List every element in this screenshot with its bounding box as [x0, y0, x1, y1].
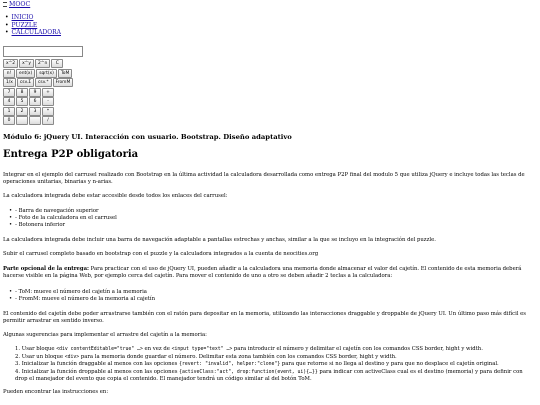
- drag-paragraph: El contenido del cajetín debe poder arrastrarse también con el ratón para depositar en la memoria, utilizando las interacciones draggable y droppable de jQuery UI. Un último paso más difícil es permitir arrastrar en sentido inverso.: [3, 311, 527, 324]
- digit-3-button[interactable]: 3: [29, 107, 41, 116]
- digit-5-button[interactable]: 5: [16, 97, 28, 106]
- clear-button[interactable]: C: [51, 59, 63, 68]
- digit-4-button[interactable]: 4: [3, 97, 15, 106]
- blank-button-2[interactable]: [29, 116, 41, 125]
- list-item: • - Barra de navegación superior: [15, 208, 117, 215]
- suggestions-list: [15, 346, 535, 383]
- step-number: 2.: [15, 353, 21, 360]
- upload-instructions: Subir el carrusel completo basado en bootstrap con el puzzle y la calculadora integrados a la cuenta de neocities.org: [3, 251, 319, 257]
- step-code: {activeClass:"act", drop:function(event, ui){…}}: [179, 369, 318, 375]
- calc-row-3: [3, 78, 83, 88]
- plus-button[interactable]: +: [42, 88, 54, 97]
- step-number: 1.: [15, 346, 21, 352]
- module-title: Módulo 6: jQuery UI. Interacción con usuario. Bootstrap. Diseño adaptativo: [3, 133, 292, 141]
- digit-0-button[interactable]: 0: [3, 116, 15, 125]
- step-code: {revert: "invalid", helper:"clone"}: [179, 362, 281, 368]
- reciprocal-button[interactable]: 1/x: [3, 78, 16, 87]
- step-text: para introducir el número y delimitar el cajetín con los comandos CSS border, hight y width.: [232, 346, 483, 352]
- carousel-intro: La calculadora integrada debe estar accesible desde todos los enlaces del carrusel:: [3, 193, 228, 199]
- brand-link[interactable]: MOOC: [9, 1, 31, 8]
- calc-row-6: [3, 107, 83, 117]
- to-memory-button[interactable]: ToM: [58, 69, 72, 78]
- step-number: 3.: [15, 361, 21, 368]
- list-item: [15, 361, 535, 369]
- calculator: [3, 46, 83, 126]
- list-item: • - FromM: mueve el número de la memoria al cajetín: [15, 296, 155, 303]
- blank-button-1[interactable]: [16, 116, 28, 125]
- list-item: [15, 346, 535, 354]
- suggestions-intro: Algunas sugerencias para implementar el arrastre del cajetín a la memoria:: [3, 332, 207, 338]
- step-text: Usar bloque: [21, 346, 57, 352]
- step-code: <input type="text" …>: [171, 347, 233, 352]
- digit-9-button[interactable]: 9: [29, 88, 41, 97]
- minus-button[interactable]: -: [42, 97, 54, 106]
- intro-paragraph: Integrar en el ejemplo del carrusel realizado con Bootstrap en la última actividad la calculadora desarrollada como entrega P2P final del modulo 5 que utiliza jQuery e incluye todas las teclas de operaciones unitarias, binarias y n-arias.: [3, 172, 525, 185]
- page-title: Entrega P2P obligatoria: [3, 149, 139, 160]
- nav-link-calculadora[interactable]: CALCULADORA: [11, 29, 61, 36]
- footer-text: Pueden encontrar las instrucciones en:: [3, 389, 109, 395]
- optional-label: Parte opcional de la entrega:: [3, 266, 89, 272]
- digit-6-button[interactable]: 6: [29, 97, 41, 106]
- optional-paragraph: [3, 266, 533, 279]
- calc-row-1: [3, 59, 83, 69]
- calculator-display[interactable]: [3, 46, 83, 57]
- calc-row-2: [3, 69, 83, 79]
- optional-text: Para practicar con el uso de jQuery UI, pueden añadir a la calculadora una memoria donde almacenar el valor del cajetín. El contenido de esta memoria deberá hacerse visible en la página Web, por ejemplo cerca del cajetín. Para mover el contenido de uno a otro se deben añadir 2 teclas a la calculadora:: [3, 266, 522, 279]
- step-text: para indicar con activeClass cual es el destino (memoria) y para definir con drop el manejador del evento que copia el contenido. El manejador tendrá un código similar al del botón ToM.: [15, 368, 523, 383]
- nav-link-puzzle[interactable]: PUZZLE: [11, 21, 38, 29]
- step-code: <div>: [64, 354, 80, 360]
- list-item: [15, 369, 535, 383]
- step-text: Inicializar la función droppable al menos con las opciones: [21, 368, 180, 375]
- nav-item-calculadora: [12, 30, 61, 38]
- navbar-requirement: La calculadora integrada debe incluir una barra de navegación adaptable a pantallas estrechas y anchas, similar a la que se incluyo en la integración del puzzle.: [3, 237, 436, 243]
- calc-row-7: [3, 116, 83, 126]
- csv-product-button[interactable]: csv.*: [35, 78, 52, 87]
- two-pow-n-button[interactable]: 2^n: [35, 59, 50, 68]
- digit-2-button[interactable]: 2: [16, 107, 28, 116]
- navbar: [3, 2, 30, 12]
- list-item: • - Foto de la calculadora en el carrusel: [15, 215, 117, 222]
- nav-link-inicio[interactable]: INICIO: [11, 14, 34, 21]
- divide-button[interactable]: /: [42, 116, 54, 125]
- step-code: <div contentEditable="true" …>: [56, 347, 143, 352]
- step-text: para que retorne si no llega al destino y para que no desplace el cajetín original.: [280, 361, 499, 368]
- calc-row-5: [3, 97, 83, 107]
- step-text: Inicializar la función draggable al menos con las opciones: [21, 361, 180, 368]
- digit-7-button[interactable]: 7: [3, 88, 15, 97]
- step-text: para la memoria donde guardar el número. Delimitar esta zona también con los comandos CSS border, hight y width.: [79, 353, 397, 360]
- digit-8-button[interactable]: 8: [16, 88, 28, 97]
- from-memory-button[interactable]: FromM: [53, 78, 74, 87]
- nav-menu: [12, 15, 61, 38]
- square-button[interactable]: x^2: [3, 59, 18, 68]
- step-text: Usar un bloque: [21, 353, 65, 360]
- power-button[interactable]: x^y: [19, 59, 34, 68]
- calc-row-4: [3, 88, 83, 98]
- list-item: • - Botonera inferior: [15, 222, 117, 229]
- list-item: • - ToM: mueve el número del cajetín a la memoria: [15, 289, 155, 296]
- csv-sum-button[interactable]: csv.Σ: [17, 78, 34, 87]
- multiply-button[interactable]: *: [42, 107, 54, 116]
- integer-button[interactable]: ent(x): [16, 69, 35, 78]
- menu-toggle-icon[interactable]: [3, 2, 7, 7]
- carousel-list: [15, 208, 117, 228]
- memory-keys-list: [15, 289, 155, 303]
- step-number: 4.: [15, 368, 21, 375]
- factorial-button[interactable]: n!: [3, 69, 15, 78]
- digit-1-button[interactable]: 1: [3, 107, 15, 116]
- sqrt-button[interactable]: sqrt(x): [36, 69, 57, 78]
- step-text: en vez de: [142, 346, 172, 352]
